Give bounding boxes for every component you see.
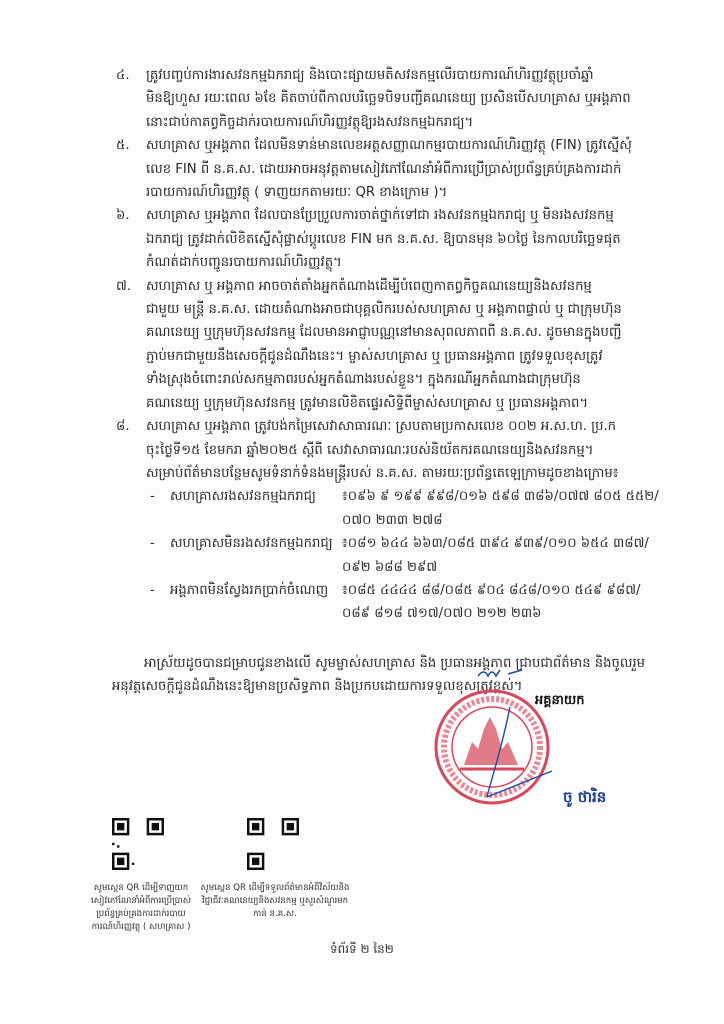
contact-label: សហគ្រាសរងសវនកម្មឯករាជ្យ <box>170 489 316 505</box>
item-line: របាយការណ៍ហិរញ្ញវត្ថុ ( ទាញយកតាមរយៈ QR ខាងក្រោម )។ <box>146 185 448 201</box>
contact-label: សហគ្រាសមិនរងសវនកម្មឯករាជ្យ <box>170 536 333 552</box>
item-line: គណនេយ្យ ឬក្រុមហ៊ុនសវនកម្ម ត្រូវមានលិខិតផ្ទេរសិទ្ធិពីម្ចាស់សហគ្រាស ឬ ប្រធានអង្គភាព។ <box>146 395 589 411</box>
contact-entry <box>112 532 667 579</box>
qr-code-user-guide <box>112 818 164 870</box>
item-line: សហគ្រាស ឬ អង្គភាព អាចចាត់តាំងអ្នកតំណាងដើម្បីបំពេញកាតព្វកិច្ចគណនេយ្យនិងសវនកម្ម <box>146 278 592 294</box>
contact-phone-numbers: ៖០៨៥ ៤៤៤៤ ៨៨/០៨៥ ៩០៤ ៨៤៨/០១០ ៥៤៩ ៩៨៧/ <box>342 582 641 598</box>
contact-entry <box>112 485 667 532</box>
signatory-name: ចូ ថារិន <box>563 788 607 806</box>
official-seal <box>432 687 552 807</box>
item-line: សហគ្រាស ឬអង្គភាព ត្រូវបង់កម្រៃសេវាសាធារណៈ ស្របតាមប្រកាសលេខ ០០២ អ.ស.ហ. ប្រ.ក <box>146 419 617 435</box>
item-line: គណនេយ្យ ឬក្រុមហ៊ុនសវនកម្ម ដែលមានអាជ្ញាបណ្ណនៅមានសុពលភាពពី ន.គ.ស. ដូចមានក្នុងបញ្ជី <box>146 325 622 341</box>
qr-code-information <box>247 818 299 870</box>
item-line: លេខ FIN ពី ន.គ.ស. ដោយអាចអនុវត្តតាមសៀវភៅណែនាំអំពីការប្រើប្រាស់ប្រព័ន្ធគ្រប់គ្រងការដាក់ <box>146 161 622 177</box>
bullet-dash: - <box>150 582 155 598</box>
bullet-dash: - <box>150 536 155 552</box>
contact-phone-numbers: ០៧០ ២៣៣ ២៧៨ <box>342 512 443 528</box>
closing-line: អនុវត្តសេចក្តីជូនដំណឹងនេះឱ្យមានប្រសិទ្ធភាព និងប្រកបដោយការទទួលខុសត្រូវខ្ពស់។ <box>112 679 523 695</box>
bullet-dash: - <box>150 489 155 505</box>
contact-entry <box>112 579 667 626</box>
item-number: ៤. <box>116 68 130 83</box>
item-line: ជាមួយ មន្ត្រី ន.គ.ស. ដោយតំណាងអាចជាបុគ្គលិករបស់សហគ្រាស ឬ អង្គភាពផ្ទាល់ ឬ ជាក្រុមហ៊ុន <box>146 302 622 318</box>
list-item <box>112 134 667 204</box>
item-line: សហគ្រាស ឬអង្គភាព ដែលបានប្រែប្រួលការចាត់ថ្នាក់ទៅជា រងសវនកម្មឯករាជ្យ ឬ មិនរងសវនកម្ម <box>146 208 614 224</box>
item-number: ៦. <box>116 208 130 224</box>
qr-caption: សូមស្កេន QR ដើម្បីទាញយកសៀវភៅណែនាំអំពីការប្រើប្រាស់ប្រព័ន្ធគ្រប់គ្រងការដាក់របាយការណ៍ហិរញ្ញវត្ថុ ( សហគ្រាស ) <box>91 883 191 932</box>
item-line: កំណត់ដាក់បញ្ជូនរបាយការណ៍ហិរញ្ញវត្ថុ។ <box>146 255 342 271</box>
item-line: ចុះថ្ងៃទី១៥ ខែមករា ឆ្នាំ២០២៥ ស្តីពី សេវាសាធារណៈរបស់និយ័តករគណនេយ្យនិងសវនកម្ម។ <box>146 442 594 458</box>
contact-phone-numbers: ០៩២ ៦៨៨ ២៩៧ <box>342 559 438 575</box>
item-line: ត្រូវបញ្ចប់ការងារសវនកម្មឯករាជ្យ និងបោះផ្សាយមតិសវនកម្មលើរបាយការណ៍ហិរញ្ញវត្ថុប្រចាំឆ្នាំ <box>146 68 594 83</box>
closing-line: អាស្រ័យដូចបានជម្រាបជូនខាងលើ សូមម្ចាស់សហគ្រាស និង ប្រធានអង្គភាព ជ្រាបជាព័ត៌មាន និងចូលរួម <box>144 656 646 671</box>
page-number: ទំព័រទី ២ នៃ២ <box>330 942 394 956</box>
item-number: ៧. <box>116 278 132 294</box>
item-line: ភ្ជាប់មកជាមួយនឹងសេចក្តីជូនដំណឹងនេះ។ ម្ចាស់សហគ្រាស ឬ ប្រធានអង្គភាព ត្រូវទទួលខុសត្រូវ <box>146 348 603 364</box>
document-body <box>112 64 667 626</box>
contact-phone-numbers: ០៨៩ ៨១៨ ៧១៧/០៧០ ២១២ ២៣៦ <box>342 606 542 622</box>
contact-label: អង្គភាពមិនស្វែងរកប្រាក់ចំណេញ <box>170 582 329 598</box>
item-line: នោះជាប់កាតព្វកិច្ចដាក់របាយការណ៍ហិរញ្ញវត្ថុឱ្យរងសវនកម្មឯករាជ្យ។ <box>146 114 474 130</box>
item-number: ៨. <box>116 419 130 435</box>
item-line: សម្រាប់ព័ត៌មានបន្ថែមសូមទំនាក់ទំនងមន្ត្រីរបស់ ន.គ.ស. តាមរយៈប្រព័ន្ធតេឡេក្រាមដូចខាងក្រោម៖ <box>146 465 619 481</box>
list-item <box>112 275 667 415</box>
list-item <box>112 64 667 134</box>
item-number: ៥. <box>116 138 130 154</box>
list-item <box>112 415 667 485</box>
item-line: មិនឱ្យហួស រយៈពេល ៦ខែ គិតចាប់ពីកាលបរិច្ឆេទបិទបញ្ជីគណនេយ្យ ប្រសិនបើសហគ្រាស ឬអង្គភាព <box>146 91 631 107</box>
item-line: ឯករាជ្យ ត្រូវដាក់លិខិតស្នើសុំផ្លាស់ប្តូរលេខ FIN មក ន.គ.ស. ឱ្យបានមុន ៦០ថ្ងៃ នៃកាលបរិច្ឆេទផុត <box>146 231 621 247</box>
signatory-title: អគ្គនាយក <box>535 693 585 708</box>
item-line: ទាំងស្រុងចំពោះរាល់សកម្មភាពរបស់អ្នកតំណាងរបស់ខ្លួន។ ក្នុងករណីអ្នកតំណាងជាក្រុមហ៊ុន <box>146 372 581 388</box>
item-line: សហគ្រាស ឬអង្គភាព ដែលមិនទាន់មានលេខអត្តសញ្ញាណកម្មរបាយការណ៍ហិរញ្ញវត្ថុ (FIN) ត្រូវស្នើសុំ <box>146 138 632 154</box>
qr-caption: សូមស្កេន QR ដើម្បីទទួលព័ត៌មានអំពីវិស័យនិងវិជ្ជាជីវៈគណនេយ្យនិងសវនកម្ម ឬសួរសំណួរមកកាន់ ន.គ.ស. <box>200 883 350 919</box>
contact-phone-numbers: ៖០៨១ ៦៤៤ ៦៦៣/០៨៥ ៣៩៤ ៩៣៩/០១០ ៦៥៤ ៣៨៧/ <box>342 536 649 552</box>
list-item <box>112 204 667 274</box>
contact-phone-numbers: ៖០៩៦ ៩ ១៩៩ ៩៩៨/០១៦ ៥៩៨ ៣៨៦/០៧៧ ៨០៥ ៥៥២/ <box>342 489 659 505</box>
